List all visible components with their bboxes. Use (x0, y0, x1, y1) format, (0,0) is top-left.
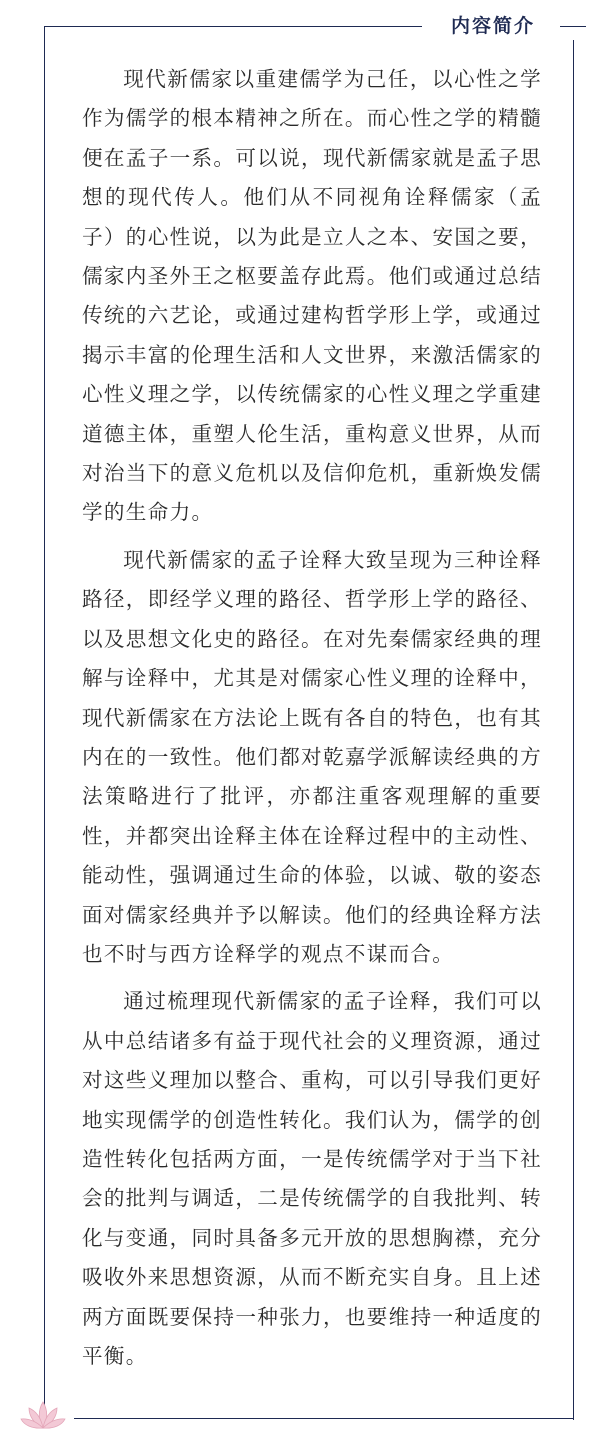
frame-top-border (44, 26, 422, 27)
frame-top-border-right (560, 26, 586, 27)
frame-left-border (44, 26, 45, 1418)
lotus-icon (18, 1398, 68, 1434)
paragraph-3: 通过梳理现代新儒家的孟子诠释，我们可以从中总结诸多有益于现代社会的义理资源，通过对这些义理加以整合、重构，可以引导我们更好地实现儒学的创造性转化。我们认为，儒学的创造性转化包括两方面，一是传统儒学对于当下社会的批判与调适，二是传统儒学的自我批判、转化与变通，同时具备多元开放的思想胸襟，充分吸收外来思想资源，从而不断充实自身。且上述两方面既要保持一种张力，也要维持一种适度的平衡。 (82, 989, 542, 1368)
paragraph-1: 现代新儒家以重建儒学为己任，以心性之学作为儒学的根本精神之所在。而心性之学的精髓便在孟子一系。可以说，现代新儒家就是孟子思想的现代传人。他们从不同视角诠释儒家（孟子）的心性说，以为此是立人之本、安国之要，儒家内圣外王之枢要盖存此焉。他们或通过总结传统的六艺论，或通过建构哲学形上学，或通过揭示丰富的伦理生活和人文世界，来激活儒家的心性义理之学，以传统儒家的心性义理之学重建道德主体，重塑人伦生活，重构意义世界，从而对治当下的意义危机以及信仰危机，重新焕发儒学的生命力。 (82, 67, 542, 525)
paragraph-2: 现代新儒家的孟子诠释大致呈现为三种诠释路径，即经学义理的路径、哲学形上学的路径、以及思想文化史的路径。在对先秦儒家经典的理解与诠释中，尤其是对儒家心性义理的诠释中，现代新儒家在方法论上既有各自的特色，也有其内在的一致性。他们都对乾嘉学派解读经典的方法策略进行了批评，亦都注重客观理解的重要性，并都突出诠释主体在诠释过程中的主动性、能动性，强调通过生命的体验，以诚、敬的姿态面对儒家经典并予以解读。他们的经典诠释方法也不时与西方诠释学的观点不谋而合。 (82, 547, 542, 966)
frame-bottom-border (74, 1418, 574, 1419)
frame-right-border (573, 40, 574, 1420)
section-title: 内容简介 (450, 15, 535, 37)
article-body (82, 60, 542, 1384)
